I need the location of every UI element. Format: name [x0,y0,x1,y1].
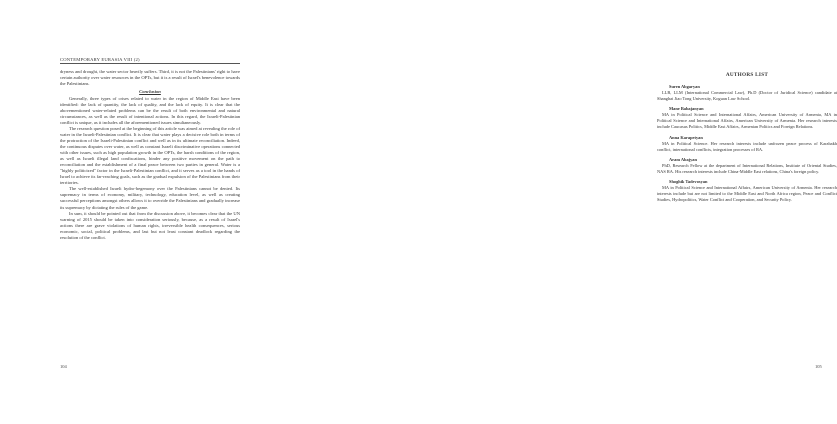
paragraph: The well-established Israeli hydro-hegemony over the Palestinians cannot be denied. Its supremacy in terms of economy, military, technology, education level, as well as creating successful perceptions amongst others allows it to override the Palestinians and gradually increase its supremacy by dictating the rules of the game. [60,186,240,210]
author-name: Mane Babajanyan [669,106,704,112]
author-bio: LLB, LLM (International Commercial Law), Ph.D (Doctor of Juridical Science) candidate at Shanghai Jiao Tong University, Koguan Law School. [657,90,837,101]
page-number: 104 [60,364,67,369]
author-entry [657,179,837,203]
author-entry [657,135,837,153]
paragraph: The research question posed at the beginning of this article was aimed at revealing the role of water in the Israeli-Palestinian conflict. It is clear that water plays a decisive role both in terms of the protraction of the Israeli-Palestinian conflict and well as in its ultimate reconciliation. Indeed, the continuous disputes over water, as well as constant Israeli discriminative operations connected with other issues, such as high population growth in the OPTs, the harsh conditions of the region, as well as Israeli illegal land confiscations, hinder any positive movement on the path to reconciliation and the establishment of a final peace between two parties in general. Water is a "highly politicized" factor in the Israeli-Palestinian conflict, and it serves as a tool in the hands of Israel to achieve its far-reaching goals, such as the gradual expulsion of the Palestinians from their territories. [60,125,240,186]
left-body-text [60,69,240,241]
author-bio: PhD, Research Fellow at the department of International Relations, Institute of Oriental Studies, NAS RA. His research interests include China-Middle East relations, China's foreign policy. [657,162,837,174]
author-entry [657,106,837,130]
paragraph: dryness and drought, the water sector heavily suffers. Third, it is not the Palestinians' right to have certain authority over water resources in the OPTs, but it is a result of Israel's benevolence towards the Palestinians. [60,69,240,87]
left-page [0,0,300,424]
author-name: Shoghik Tadevosyan [669,179,708,185]
author-entry [657,157,837,175]
paragraph: Generally, three types of crises related to water in the region of Middle East have been identified: the lack of quantity, the lack of quality, and the lack of equity. It is clear that the abovementioned water-related problems can be the result of both environmental and natural circumstances, as well as the result of intentional actions. In this regard, the Israeli-Palestinian conflict is unique, as it includes all the aforementioned issues simultaneously. [60,95,240,125]
right-page [300,0,837,424]
author-entry [657,84,837,102]
author-bio: MA in Political Science and International Affairs, American University of Armenia, MA in Political Science and International Affairs, American University of Armenia. Her research interests include Caucasus Politics, Middle East Affairs, Armenian Politics and Foreign Relations. [657,112,837,130]
author-name: Anna Karapetyan [669,134,703,140]
authors-list-title: AUTHORS LIST [725,72,769,78]
section-heading: Conclusion [139,88,161,94]
paragraph: In sum, it should be pointed out that from the discussion above, it becomes clear that the UN warning of 2015 should be taken into consideration seriously, because, as a result of Israel's actions there are grave violations of human rights, irreversible health consequences, serious economic, social, political problems, and last but not least constant deadlock regarding the resolution of the conflict. [60,210,240,240]
authors-list [657,72,837,207]
author-name: Suren Abgaryan [669,84,700,89]
author-bio: MA in Political Science and International Affairs, American University of Armenia. Her research interests include but are not limited to the Middle East and North Africa region, Peace and Conflict Studies, Hydropolitics, Water Conflict and Cooperation, and Security Policy. [657,185,837,203]
author-bio: MA in Political Science. Her research interests include unfrozen peace process of Karabakh conflict, international conflicts, integration processes of RA. [657,140,837,152]
header-rule [60,63,240,64]
page-number: 105 [815,364,822,369]
running-head: CONTEMPORARY EURASIA VIII (2) [60,57,140,62]
author-name: Aram Abajyan [669,156,697,162]
